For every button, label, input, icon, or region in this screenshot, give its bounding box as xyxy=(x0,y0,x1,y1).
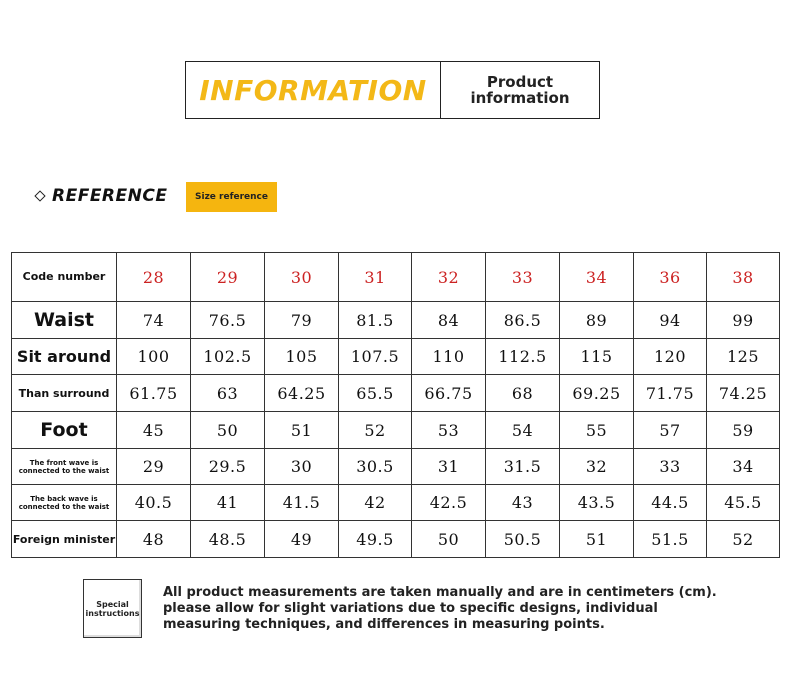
table-cell: 79 xyxy=(265,302,339,339)
table-cell: 102.5 xyxy=(191,339,265,375)
table-cell: 29.5 xyxy=(191,449,265,485)
table-row xyxy=(12,375,780,412)
table-cell: 44.5 xyxy=(634,485,707,521)
table-cell: 107.5 xyxy=(339,339,412,375)
table-cell: 40.5 xyxy=(117,485,191,521)
special-instructions-label: Special instructions xyxy=(85,599,140,618)
table-cell: 49 xyxy=(265,521,339,558)
table-cell: 112.5 xyxy=(486,339,560,375)
table-cell: 32 xyxy=(560,449,634,485)
table-cell: 71.75 xyxy=(634,375,707,412)
table-cell: 33 xyxy=(634,449,707,485)
table-cell: 51 xyxy=(560,521,634,558)
row-label-foot: Foot xyxy=(12,412,117,449)
table-cell: 65.5 xyxy=(339,375,412,412)
table-cell: 74.25 xyxy=(707,375,780,412)
reference-label: REFERENCE xyxy=(52,186,168,206)
table-cell: 59 xyxy=(707,412,780,449)
table-cell: 50.5 xyxy=(486,521,560,558)
table-cell: 110 xyxy=(412,339,486,375)
table-row xyxy=(12,449,780,485)
table-row xyxy=(12,521,780,558)
table-cell: 41.5 xyxy=(265,485,339,521)
reference-heading xyxy=(36,186,167,206)
size-reference-badge: Size reference xyxy=(186,182,277,212)
size-cell: 32 xyxy=(412,253,486,302)
table-cell: 48.5 xyxy=(191,521,265,558)
table-cell: 31.5 xyxy=(486,449,560,485)
measurement-note: All product measurements are taken manually and are in centimeters (cm). please allow for slight variations due to specific designs, individual measuring techniques, and differences in measuring points. xyxy=(163,585,717,632)
table-header-row xyxy=(12,253,780,302)
size-cell: 31 xyxy=(339,253,412,302)
size-cell: 34 xyxy=(560,253,634,302)
row-label-waist: Waist xyxy=(12,302,117,339)
size-cell: 29 xyxy=(191,253,265,302)
table-row xyxy=(12,412,780,449)
table-cell: 86.5 xyxy=(486,302,560,339)
size-table xyxy=(11,252,780,558)
table-cell: 51.5 xyxy=(634,521,707,558)
table-cell: 43.5 xyxy=(560,485,634,521)
table-cell: 94 xyxy=(634,302,707,339)
table-cell: 50 xyxy=(191,412,265,449)
row-label-front-wave: The front wave is connected to the waist xyxy=(12,449,117,485)
diamond-icon xyxy=(34,190,45,201)
table-cell: 81.5 xyxy=(339,302,412,339)
table-cell: 34 xyxy=(707,449,780,485)
info-title: INFORMATION xyxy=(199,73,427,107)
table-cell: 105 xyxy=(265,339,339,375)
row-label-sit-around: Sit around xyxy=(12,339,117,375)
table-cell: 43 xyxy=(486,485,560,521)
table-cell: 100 xyxy=(117,339,191,375)
table-cell: 61.75 xyxy=(117,375,191,412)
table-cell: 42.5 xyxy=(412,485,486,521)
table-cell: 125 xyxy=(707,339,780,375)
table-cell: 45 xyxy=(117,412,191,449)
table-cell: 52 xyxy=(707,521,780,558)
table-cell: 53 xyxy=(412,412,486,449)
table-cell: 42 xyxy=(339,485,412,521)
row-label-back-wave: The back wave is connected to the waist xyxy=(12,485,117,521)
size-cell: 36 xyxy=(634,253,707,302)
table-row xyxy=(12,339,780,375)
table-cell: 54 xyxy=(486,412,560,449)
table-cell: 66.75 xyxy=(412,375,486,412)
table-cell: 45.5 xyxy=(707,485,780,521)
table-row xyxy=(12,485,780,521)
table-cell: 30.5 xyxy=(339,449,412,485)
code-number-label: Code number xyxy=(12,253,117,302)
table-row xyxy=(12,302,780,339)
table-cell: 57 xyxy=(634,412,707,449)
info-title-cell xyxy=(186,62,441,118)
table-cell: 41 xyxy=(191,485,265,521)
info-subtitle: Product information xyxy=(470,73,570,107)
size-cell: 28 xyxy=(117,253,191,302)
table-cell: 84 xyxy=(412,302,486,339)
info-subtitle-cell xyxy=(441,62,599,118)
table-cell: 30 xyxy=(265,449,339,485)
table-cell: 50 xyxy=(412,521,486,558)
size-cell: 38 xyxy=(707,253,780,302)
table-cell: 29 xyxy=(117,449,191,485)
table-cell: 31 xyxy=(412,449,486,485)
table-cell: 52 xyxy=(339,412,412,449)
table-cell: 74 xyxy=(117,302,191,339)
table-cell: 120 xyxy=(634,339,707,375)
special-instructions-box xyxy=(83,579,142,638)
table-cell: 64.25 xyxy=(265,375,339,412)
size-cell: 33 xyxy=(486,253,560,302)
table-cell: 63 xyxy=(191,375,265,412)
table-cell: 48 xyxy=(117,521,191,558)
row-label-foreign-minister: Foreign minister xyxy=(12,521,117,558)
row-label-than-surround: Than surround xyxy=(12,375,117,412)
table-cell: 55 xyxy=(560,412,634,449)
table-cell: 49.5 xyxy=(339,521,412,558)
table-cell: 115 xyxy=(560,339,634,375)
size-cell: 30 xyxy=(265,253,339,302)
table-cell: 89 xyxy=(560,302,634,339)
info-header-box xyxy=(185,61,600,119)
table-cell: 99 xyxy=(707,302,780,339)
table-cell: 68 xyxy=(486,375,560,412)
table-cell: 76.5 xyxy=(191,302,265,339)
table-cell: 51 xyxy=(265,412,339,449)
table-cell: 69.25 xyxy=(560,375,634,412)
